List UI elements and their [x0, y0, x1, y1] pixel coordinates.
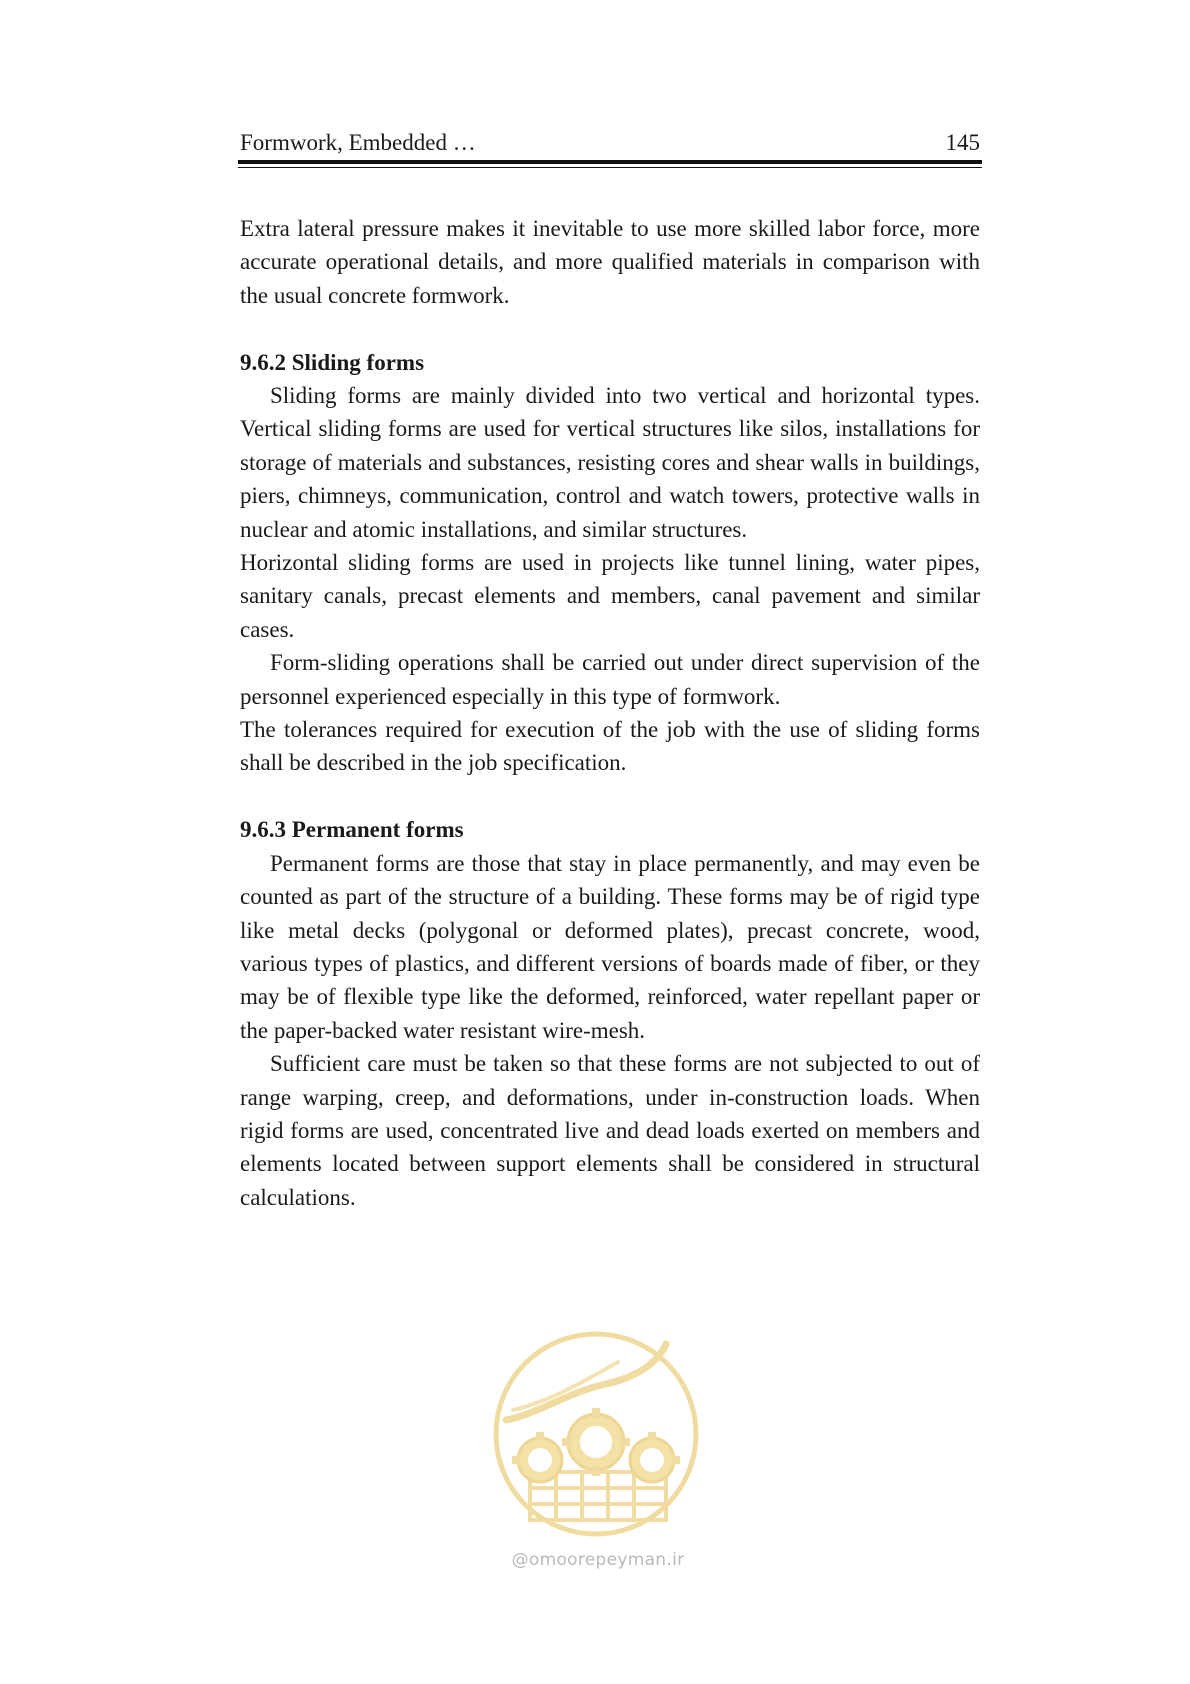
running-header	[240, 126, 980, 160]
sliding-paragraph-1: Sliding forms are mainly divided into two vertical and horizontal types. Vertical sliding forms are used for vertical structures like silos, installations for storage of materials and substances, resisting cores and shear walls in buildings, piers, chimneys, communication, control and watch towers, protective walls in nuclear and atomic installations, and similar structures.	[240, 383, 980, 542]
sliding-paragraph-4: The tolerances required for execution of the job with the use of sliding forms shall be described in the job specification.	[240, 717, 980, 776]
paragraph-gap	[240, 780, 980, 813]
watermark-logo	[488, 1322, 708, 1582]
permanent-paragraph-1: Permanent forms are those that stay in place permanently, and may even be counted as part of the structure of a building. These forms may be of rigid type like metal decks (polygonal or deformed plates), precast concrete, wood, various types of plastics, and different versions of boards made of fiber, or they may be of flexible type like the deformed, reinforced, water repellant paper or the paper-backed water resistant wire-mesh.	[240, 850, 980, 1043]
page-number: 145	[945, 130, 980, 155]
sliding-paragraph-3: Form-sliding operations shall be carried out under direct supervision of the personnel experienced especially in this type of formwork.	[240, 650, 980, 709]
body-content	[240, 212, 980, 1214]
section-heading-sliding-forms: 9.6.2 Sliding forms	[240, 349, 425, 375]
running-header-title: Formwork, Embedded …	[240, 130, 476, 155]
section-heading-permanent-forms: 9.6.3 Permanent forms	[240, 817, 464, 843]
watermark-url: @omoorepeyman.ir	[511, 1550, 685, 1570]
sliding-paragraph-2: Horizontal sliding forms are used in projects like tunnel lining, water pipes, sanitary canals, precast elements and members, canal pavement and similar cases.	[240, 550, 980, 642]
header-rule-thick	[238, 160, 982, 164]
watermark-emblem-icon	[488, 1322, 708, 1552]
paragraph-gap	[240, 312, 980, 345]
header-rule-thin	[238, 167, 982, 168]
permanent-paragraph-2: Sufficient care must be taken so that these forms are not subjected to out of range warping, creep, and deformations, under in-construction loads. When rigid forms are used, concentrated live and dead loads exerted on members and elements located between support elements shall be considered in structural calculations.	[240, 1051, 980, 1210]
intro-paragraph: Extra lateral pressure makes it inevitable to use more skilled labor force, more accurate operational details, and more qualified materials in comparison with the usual concrete formwork.	[240, 216, 980, 308]
